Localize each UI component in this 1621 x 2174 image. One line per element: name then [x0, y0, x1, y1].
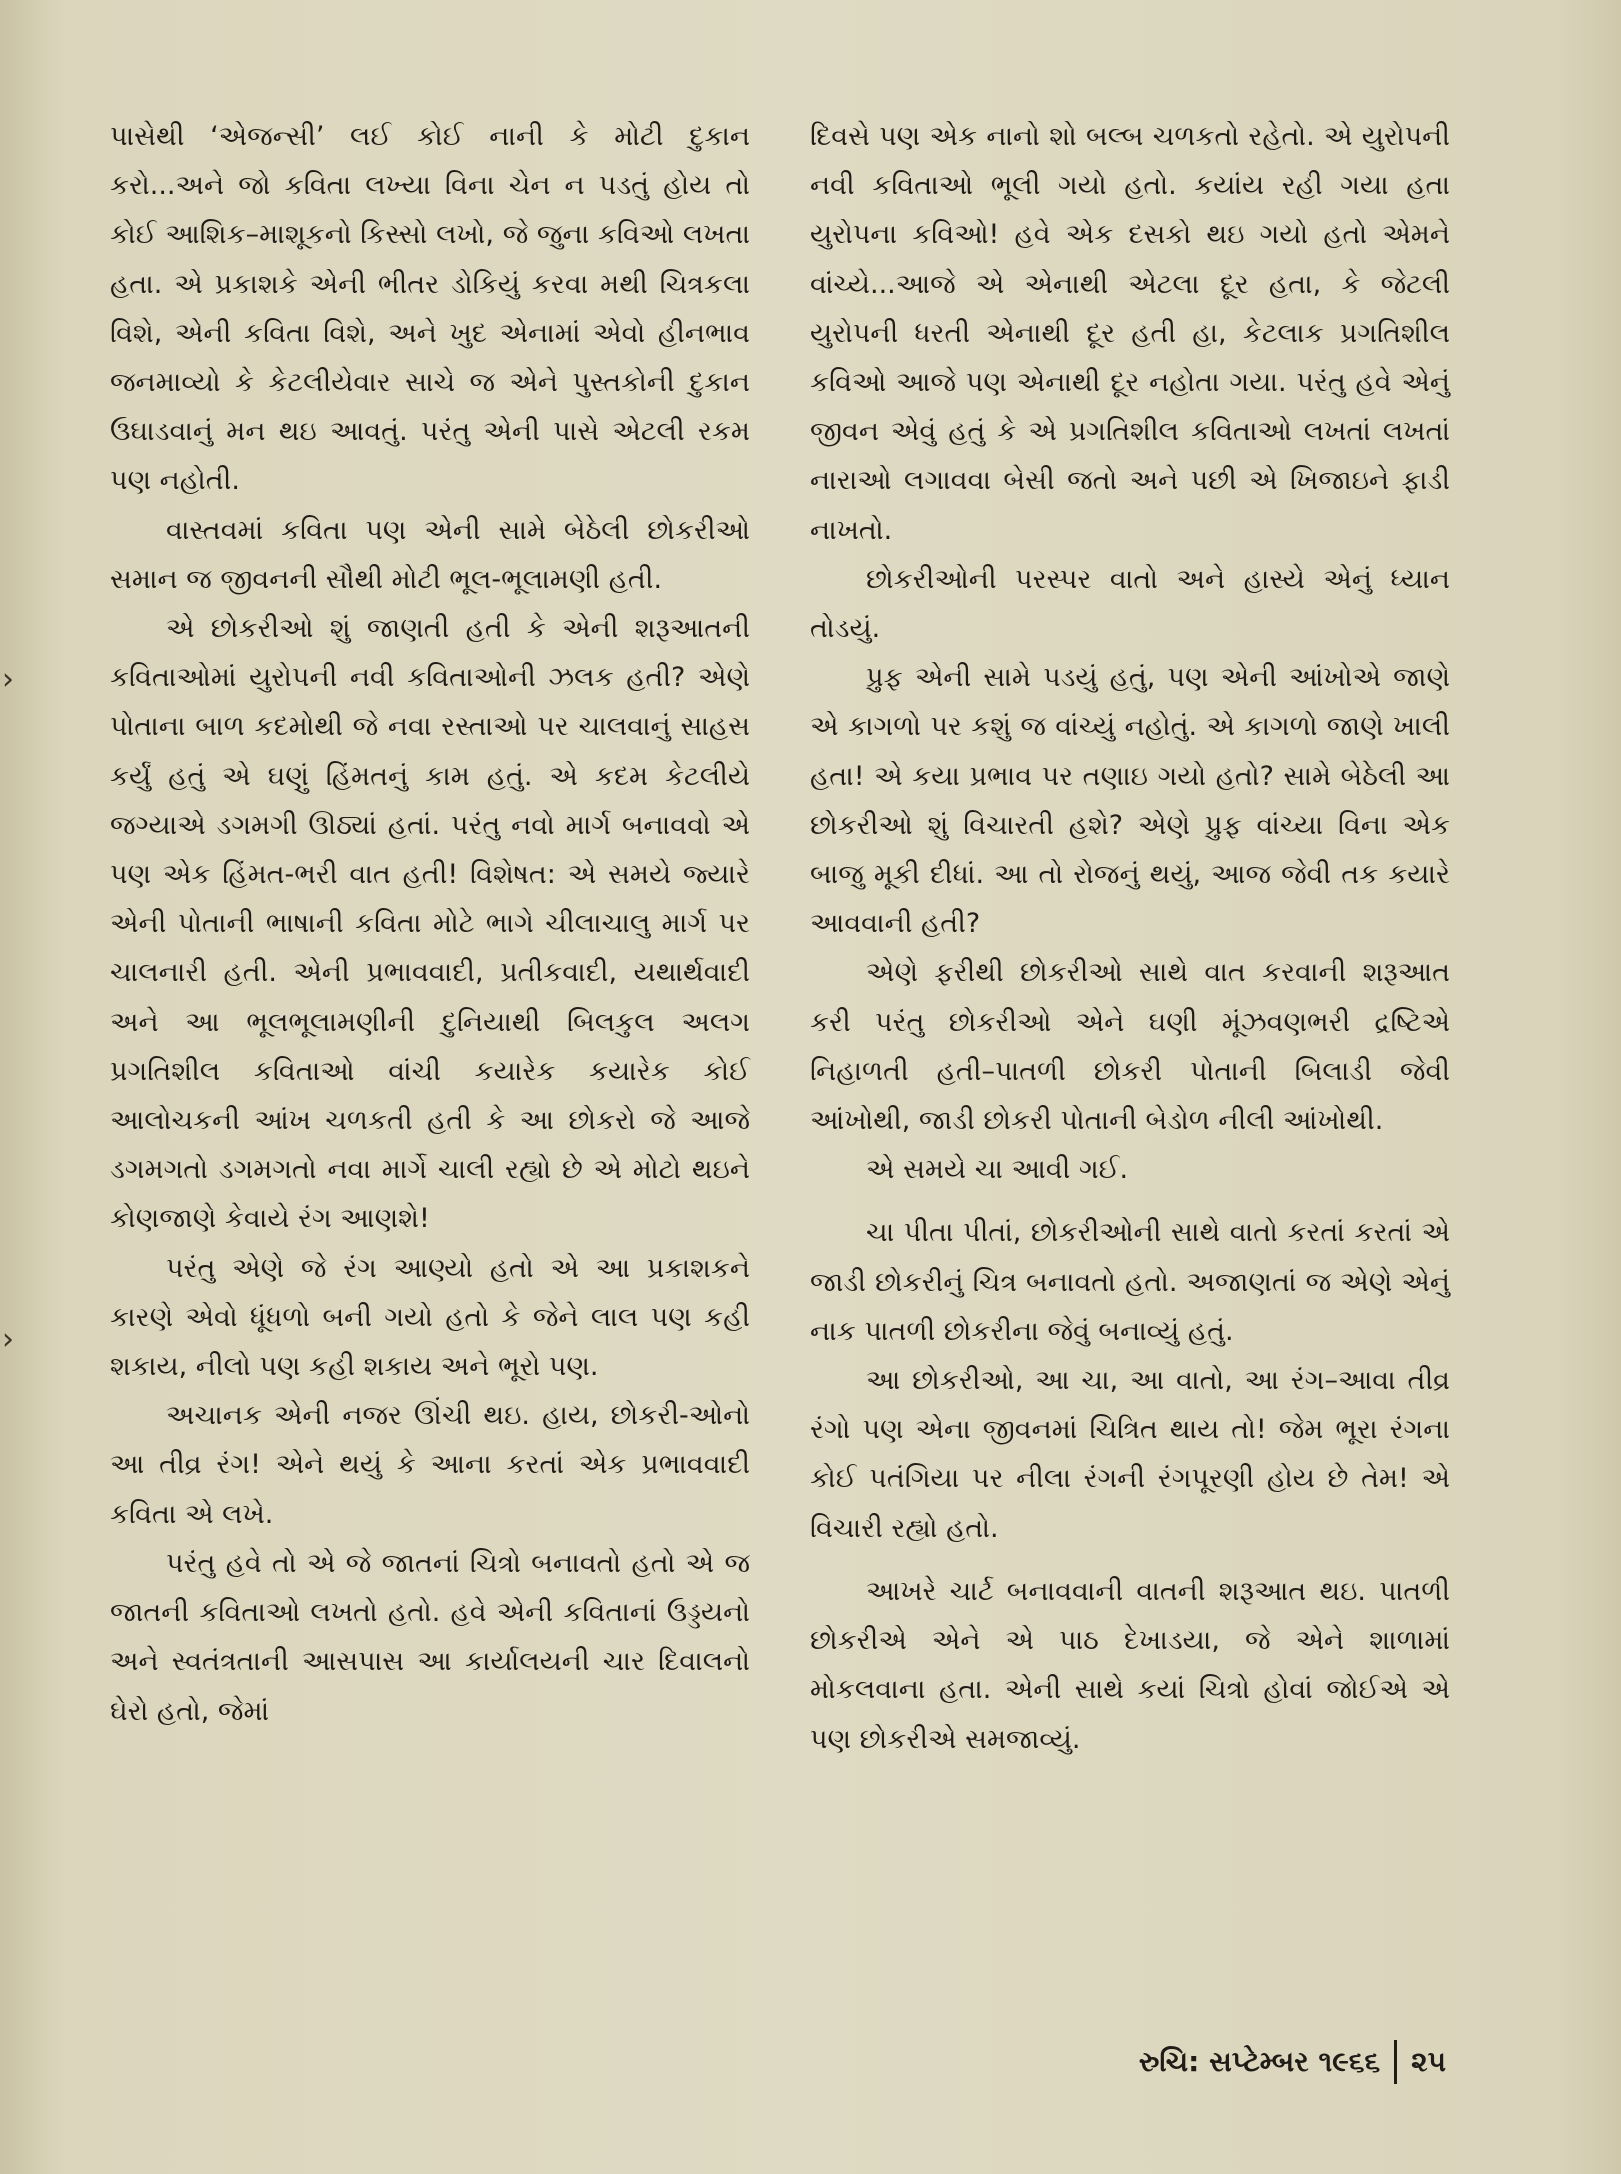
page-edge-mark: ›	[2, 662, 14, 697]
page-number: ૨૫	[1411, 2045, 1446, 2078]
paragraph: અચાનક એની નજર ઊંચી થઇ. હાય, છોકરી-ઓનો આ તીવ્ર રંગ! એને થયું કે આના કરતાં એક પ્રભાવવાદી કવિતા એ લખે.	[110, 1400, 750, 1530]
paragraph: એ છોકરીઓ શું જાણતી હતી કે એની શરૂઆતની કવિતાઓમાં યુરોપની નવી કવિતાઓની ઝલક હતી? એણે પોતાના બાળ કદમોથી જે નવા રસ્તાઓ પર ચાલવાનું સાહસ કર્યું હતું એ ઘણું હિંમતનું કામ હતું. એ કદમ કેટલીયે જગ્યાએ ડગમગી ઊઠ્યાં હતાં. પરંતુ નવો માર્ગ બનાવવો એ પણ એક હિંમત-ભરી વાત હતી! વિશેષત: એ સમયે જ્યારે એની પોતાની ભાષાની કવિતા મોટે ભાગે ચીલાચાલુ માર્ગ પર ચાલનારી હતી. એની પ્રભાવવાદી, પ્રતીકવાદી, યથાર્થવાદી અને આ ભૂલભૂલામણીની દુનિયાથી બિલકુલ અલગ પ્રગતિશીલ કવિતાઓ વાંચી કયારેક કયારેક કોઈ આલોચકની આંખ ચળકતી હતી કે આ છોકરો જે આજે ડગમગતો ડગમગતો નવા માર્ગે ચાલી રહ્યો છે એ મોટો થઇને કોણજાણે કેવાયે રંગ આણશે!	[110, 613, 750, 1235]
right-column	[810, 112, 1450, 1764]
paragraph: પરંતુ એણે જે રંગ આણ્યો હતો એ આ પ્રકાશકને કારણે એવો ધૂંધળો બની ગયો હતો કે જેને લાલ પણ કહી શકાય, નીલો પણ કહી શકાય અને ભૂરો પણ.	[110, 1252, 750, 1383]
paragraph: ચા પીતા પીતાં, છોકરીઓની સાથે વાતો કરતાં કરતાં એ જાડી છોકરીનું ચિત્ર બનાવતો હતો. અજાણતાં જ એણે એનું નાક પાતળી છોકરીના જેવું બનાવ્યું હતું.	[810, 1217, 1450, 1347]
paragraph: પરંતુ હવે તો એ જે જાતનાં ચિત્રો બનાવતો હતો એ જ જાતની કવિતાઓ લખતો હતો. હવે એની કવિતાનાં ઉડ્ડયનો અને સ્વતંત્રતાની આસપાસ આ કાર્યાલયની ચાર દિવાલનો ઘેરો હતો, જેમાં	[110, 1547, 750, 1727]
paragraph: પાસેથી ‘એજન્સી’ લઈ કોઈ નાની કે મોટી દુકાન કરો...અને જો કવિતા લખ્યા વિના ચેન ન પડતું હોય તો કોઈ આશિક–માશૂકનો કિસ્સો લખો, જે જુના કવિઓ લખતા હતા. એ પ્રકાશકે એની ભીતર ડોકિયું કરવા મથી ચિત્રકલા વિશે, એની કવિતા વિશે, અને ખુદ એનામાં એવો હીનભાવ જનમાવ્યો કે કેટલીયેવાર સાચે જ એને પુસ્તકોની દુકાન ઉઘાડવાનું મન થઇ આવતું. પરંતુ એની પાસે એટલી રકમ પણ નહોતી.	[110, 121, 750, 497]
page-edge-mark: ›	[2, 1322, 14, 1357]
paragraph: વાસ્તવમાં કવિતા પણ એની સામે બેઠેલી છોકરીઓ સમાન જ જીવનની સૌથી મોટી ભૂલ-ભૂલામણી હતી.	[110, 514, 750, 595]
left-column	[110, 112, 750, 1736]
paragraph: એણે ફરીથી છોકરીઓ સાથે વાત કરવાની શરૂઆત કરી પરંતુ છોકરીઓ એને ઘણી મૂંઝવણભરી દ્રષ્ટિએ નિહાળતી હતી–પાતળી છોકરી પોતાની બિલાડી જેવી આંખોથી, જાડી છોકરી પોતાની બેડોળ નીલી આંખોથી.	[810, 957, 1450, 1137]
magazine-issue: રુચિ: સપ્ટેમ્બર ૧૯૬૬	[1138, 2045, 1381, 2078]
paragraph: આખરે ચાર્ટ બનાવવાની વાતની શરૂઆત થઇ. પાતળી છોકરીએ એને એ પાઠ દેખાડયા, જે એને શાળામાં મોકલવાના હતા. એની સાથે કયાં ચિત્રો હોવાં જોઈએ એ પણ છોકરીએ સમજાવ્યું.	[810, 1575, 1450, 1755]
paragraph: દિવસે પણ એક નાનો શો બલ્બ ચળકતો રહેતો. એ યુરોપની નવી કવિતાઓ ભૂલી ગયો હતો. કયાંય રહી ગયા હતા યુરોપના કવિઓ! હવે એક દસકો થઇ ગયો હતો એમને વાંચ્યે...આજે એ એનાથી એટલા દૂર હતા, કે જેટલી યુરોપની ધરતી એનાથી દૂર હતી હા, કેટલાક પ્રગતિશીલ કવિઓ આજે પણ એનાથી દૂર નહોતા ગયા. પરંતુ હવે એનું જીવન એવું હતું કે એ પ્રગતિશીલ કવિતાઓ લખતાં લખતાં નારાઓ લગાવવા બેસી જતો અને પછી એ ખિજાઇને ફાડી નાખતો.	[810, 121, 1450, 546]
paragraph: પ્રુફ એની સામે પડયું હતું, પણ એની આંખોએ જાણે એ કાગળો પર કશું જ વાંચ્યું નહોતું. એ કાગળો જાણે ખાલી હતા! એ કયા પ્રભાવ પર તણાઇ ગયો હતો? સામે બેઠેલી આ છોકરીઓ શું વિચારતી હશે? એણે પ્રુફ વાંચ્યા વિના એક બાજુ મૂકી દીધાં. આ તો રોજનું થયું, આજ જેવી તક કયારે આવવાની હતી?	[810, 662, 1450, 940]
paragraph: છોકરીઓની પરસ્પર વાતો અને હાસ્યે એનું ધ્યાન તોડયું.	[810, 563, 1450, 645]
paragraph: એ સમયે ચા આવી ગઈ.	[866, 1154, 1129, 1186]
page-footer	[1139, 2040, 1446, 2084]
paragraph: આ છોકરીઓ, આ ચા, આ વાતો, આ રંગ–આવા તીવ્ર રંગો પણ એના જીવનમાં ચિત્રિત થાય તો! જેમ ભૂરા રંગના કોઈ પતંગિયા પર નીલા રંગની રંગપૂરણી હોય છે તેમ! એ વિચારી રહ્યો હતો.	[810, 1365, 1450, 1544]
footer-divider	[1394, 2040, 1397, 2084]
